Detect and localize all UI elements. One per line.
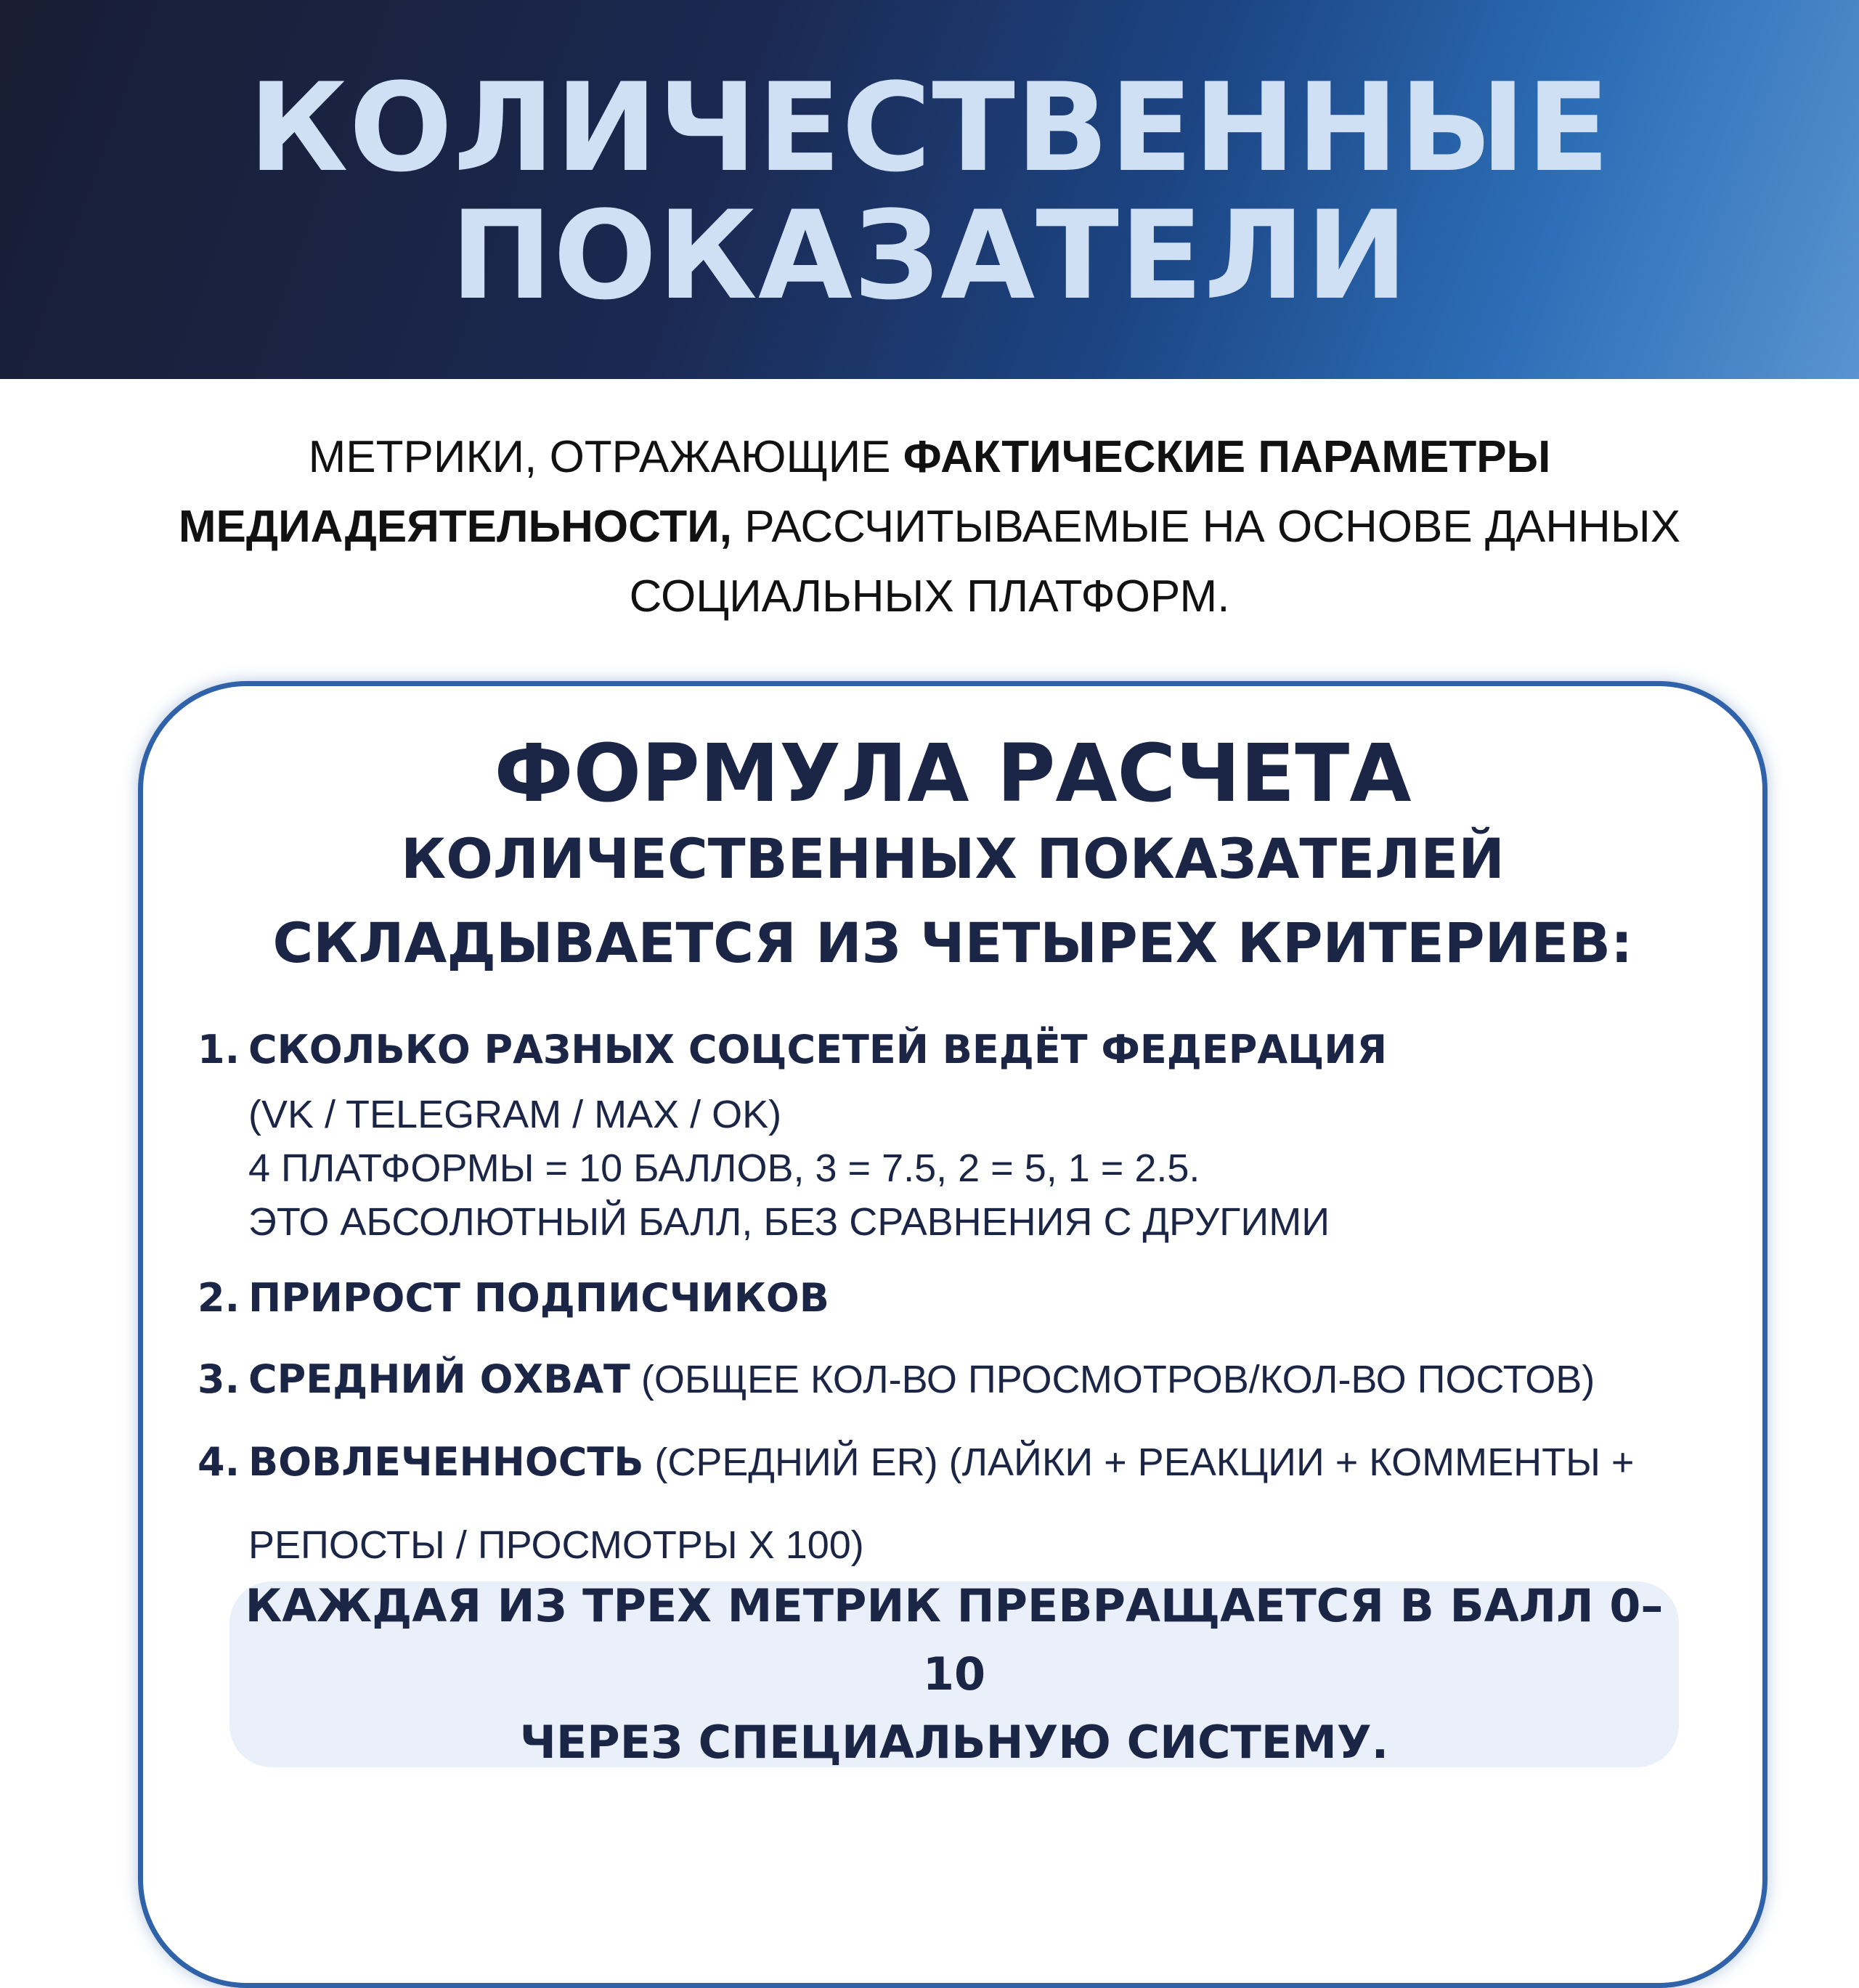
criterion-number: 3. xyxy=(198,1356,240,1402)
page-title xyxy=(0,57,1859,327)
summary-note-line-1: КАЖДАЯ ИЗ ТРЕХ МЕТРИК ПРЕВРАЩАЕТСЯ В БАЛЛ 0–10 xyxy=(245,1579,1664,1700)
criterion-heading: ПРИРОСТ ПОДПИСЧИКОВ xyxy=(248,1275,829,1321)
criterion-heading: СРЕДНИЙ ОХВАТ xyxy=(248,1356,630,1402)
page-title-line-2: ПОКАЗАТЕЛИ xyxy=(450,184,1409,327)
criterion-detail-line: ЭТО АБСОЛЮТНЫЙ БАЛЛ, БЕЗ СРАВНЕНИЯ С ДРУГИМИ xyxy=(248,1200,1330,1244)
intro-bold-1: ФАКТИЧЕСКИЕ ПАРАМЕТРЫ xyxy=(903,432,1551,482)
criterion-4 xyxy=(198,1426,1679,1592)
criterion-detail: (ОБЩЕЕ КОЛ-ВО ПРОСМОТРОВ/КОЛ-ВО ПОСТОВ) xyxy=(630,1358,1595,1401)
header-banner xyxy=(0,0,1859,379)
summary-note-line-2: ЧЕРЕЗ СПЕЦИАЛЬНУЮ СИСТЕМУ. xyxy=(519,1716,1389,1769)
criteria-list xyxy=(198,1022,1679,1592)
card-title: ФОРМУЛА РАСЧЕТА xyxy=(494,727,1412,820)
criterion-detail-line-2: РЕПОСТЫ / ПРОСМОТРЫ Х 100) xyxy=(248,1523,864,1567)
criterion-heading: СКОЛЬКО РАЗНЫХ СОЦСЕТЕЙ ВЕДЁТ ФЕДЕРАЦИЯ xyxy=(248,1027,1388,1072)
criterion-number: 2. xyxy=(198,1275,240,1321)
intro-paragraph xyxy=(109,423,1750,632)
intro-text-2: РАССЧИТЫВАЕМЫЕ НА ОСНОВЕ ДАННЫХ xyxy=(731,502,1681,552)
card-subtitle-line-1: КОЛИЧЕСТВЕННЫХ ПОКАЗАТЕЛЕЙ xyxy=(401,826,1505,891)
intro-text-1: МЕТРИКИ, ОТРАЖАЮЩИЕ xyxy=(308,432,903,482)
criterion-2 xyxy=(198,1263,1679,1343)
page-title-line-1: КОЛИЧЕСТВЕННЫЕ xyxy=(248,57,1611,199)
intro-text-3: СОЦИАЛЬНЫХ ПЛАТФОРМ. xyxy=(629,571,1230,622)
criterion-detail: (СРЕДНИЙ ER) (ЛАЙКИ + РЕАКЦИИ + КОММЕНТЫ + xyxy=(643,1441,1635,1484)
card-subtitle-line-2: СКЛАДЫВАЕТСЯ ИЗ ЧЕТЫРЕХ КРИТЕРИЕВ: xyxy=(272,911,1633,975)
intro-bold-2: МЕДИАДЕЯТЕЛЬНОСТИ, xyxy=(178,502,732,552)
criterion-heading: ВОВЛЕЧЕННОСТЬ xyxy=(248,1439,644,1485)
criterion-3 xyxy=(198,1343,1679,1426)
summary-note xyxy=(229,1581,1679,1767)
criterion-detail-line: 4 ПЛАТФОРМЫ = 10 БАЛЛОВ, 3 = 7.5, 2 = 5, 1 = 2.5. xyxy=(248,1146,1200,1190)
criterion-detail-line: (VK / TELEGRAM / MAX / OK) xyxy=(248,1093,782,1136)
criterion-1 xyxy=(198,1022,1679,1249)
criterion-number: 4. xyxy=(198,1439,240,1485)
criterion-number: 1. xyxy=(198,1027,240,1072)
card-subtitle xyxy=(138,817,1768,985)
